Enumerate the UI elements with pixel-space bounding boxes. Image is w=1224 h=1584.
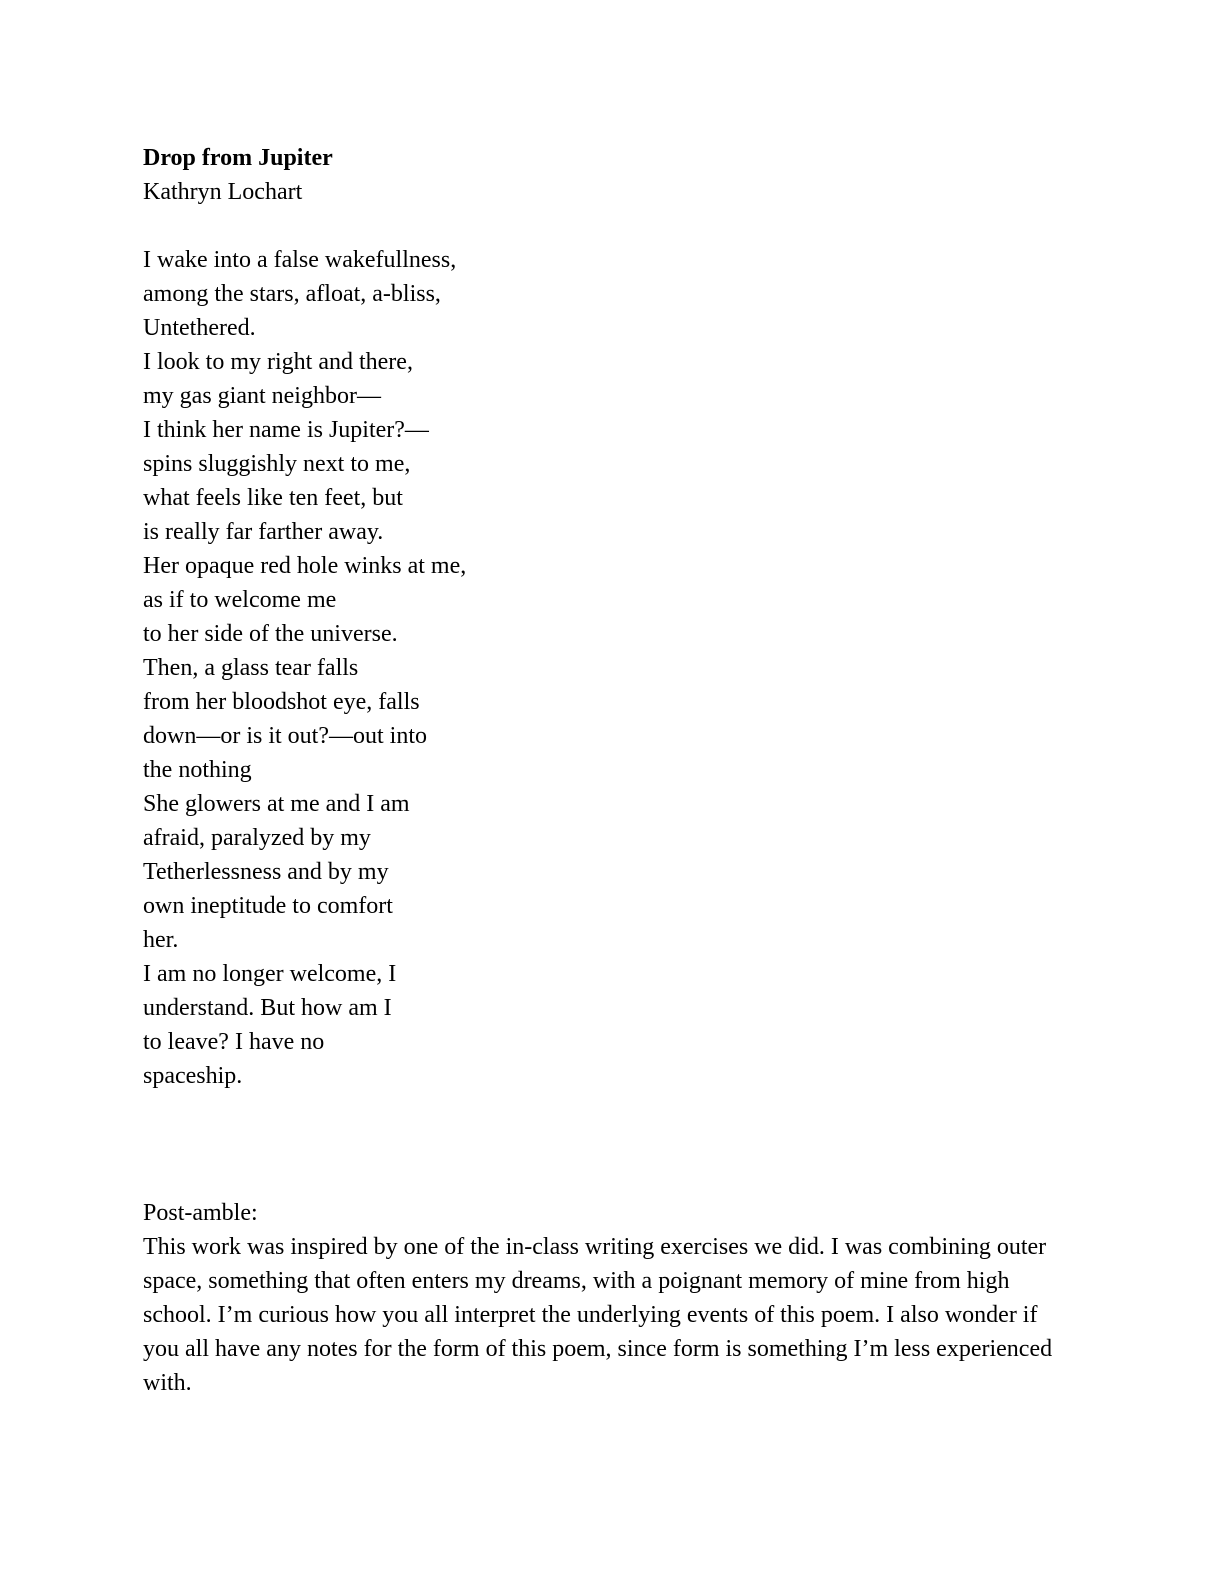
document-page [143,141,1083,1093]
poem-line: I look to my right and there, [143,349,413,375]
poem-line: afraid, paralyzed by my [143,825,371,851]
poem-line: my gas giant neighbor— [143,383,381,409]
postamble-heading: Post-amble: [143,1200,258,1226]
poem-line: Untethered. [143,315,256,341]
poem-line: is really far farther away. [143,519,384,545]
postamble-section [143,1196,1073,1400]
poem-line: I think her name is Jupiter?— [143,417,429,443]
poem-line: own ineptitude to comfort [143,893,393,919]
poem-line: to her side of the universe. [143,621,398,647]
poem-title: Drop from Jupiter [143,145,333,171]
poem-line: Then, a glass tear falls [143,655,359,681]
poem-line: the nothing [143,757,252,783]
poem-line: her. [143,927,179,953]
poem-line: Tetherlessness and by my [143,859,389,885]
poem-line: as if to welcome me [143,587,337,613]
poem-line: what feels like ten feet, but [143,485,403,511]
poem-line: spins sluggishly next to me, [143,451,411,477]
poem-line: Her opaque red hole winks at me, [143,553,467,579]
poem-line: I am no longer welcome, I [143,961,397,987]
poem-line: to leave? I have no [143,1029,325,1055]
poem-line: understand. But how am I [143,995,392,1021]
postamble-text: This work was inspired by one of the in-class writing exercises we did. I was combining outer space, something that often enters my dreams, with a poignant memory of mine from high school. I’m curious how you all interpret the underlying events of this poem. I also wonder if you all have any notes for the form of this poem, since form is something I’m less experienced with. [143,1234,1053,1396]
poem-line: I wake into a false wakefullness, [143,247,457,273]
poem-line: spaceship. [143,1063,243,1089]
poem-line: down—or is it out?—out into [143,723,427,749]
poem-line: among the stars, afloat, a-bliss, [143,281,441,307]
poem-line: She glowers at me and I am [143,791,410,817]
poem-line: from her bloodshot eye, falls [143,689,420,715]
poem-body [143,243,1083,1093]
poem-author: Kathryn Lochart [143,179,303,205]
